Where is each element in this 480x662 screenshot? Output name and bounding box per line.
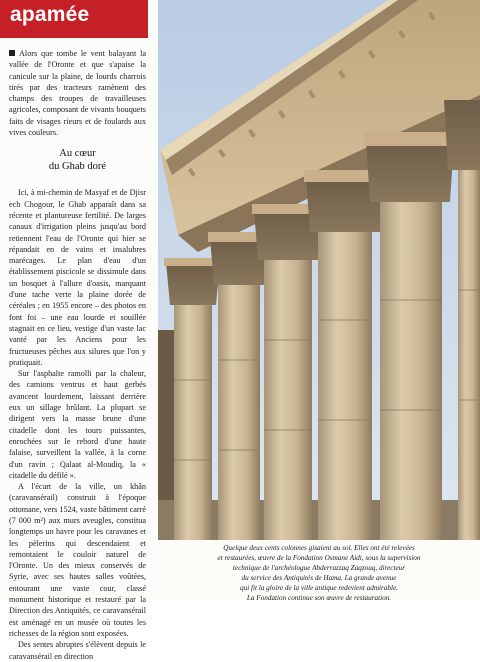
photo-caption — [158, 540, 480, 600]
caption-line-6: La Fondation continue son œuvre de restauration. — [246, 594, 392, 602]
section-title: apamée — [10, 3, 90, 26]
colonnade-illustration — [158, 0, 480, 540]
section-rubric — [0, 0, 148, 38]
square-bullet-icon — [9, 50, 15, 56]
paragraph-lead — [9, 48, 146, 138]
paragraph-4: A l'écart de la ville, un khân (caravansérail) construit à l'époque ottomane, vers 1524, vaste bâtiment carré (7 000 m²) aux murs aveugles, constitua longtemps un havre pour les caravanes et les pèlerins qui descendaient et remontaient le couloir naturel de l'Oronte. Un des mieux conservés de Syrie, avec ses hautes salles voûtées, entourant une vaste cour, classé monument historique et restauré par la Direction des Antiquités, ce caravansérail est aménagé en un musée où toutes les richesses de la région sont exposées. — [9, 482, 146, 638]
colonnade-photo — [158, 0, 480, 540]
paragraph-2: Ici, à mi-chemin de Masyaf et de Djisr ech Chogour, le Ghab apparaît dans sa récente et plantureuse fertilité. De larges canaux d'irrigation pleins jusqu'au bord retiennent l'eau de l'Oronte qui hier se répandait en de vains et insalubres marécages. Le plan d'eau d'un établissement piscicole se dissimule dans un bosquet à l'allure d'oasis, marquant d'une tache verte la plaine dorée de céréales ; en 1955 encore – des photos en font foi – une eau lourde et souillée stagnait en ce lieu, vestige d'un vaste lac vanté par les Anciens pour les fructueuses pêches aux silures que l'on y pratiquait. — [9, 188, 146, 367]
paragraph-5: Des sentes abruptes s'élèvent depuis le caravansérail en direction — [9, 640, 146, 661]
caption-line-5: qui fit la gloire de la ville antique redevient admirable. — [240, 584, 398, 592]
caption-line-1: Quelque deux cents colonnes gisaient au sol. Elles ont été relevées — [223, 544, 415, 552]
subheading-line-1: Au cœur — [59, 148, 96, 160]
paragraph-lead-text: Alors que tombe le vent balayant la vallée de l'Oronte et que s'apaise la canicule sur la plaine, de lourds charrois tirés par des tracteurs ramènent des champs des troupes de travailleuses agricoles, composant de vivants bouquets faits de visages rieurs et de foulards aux vives couleurs. — [9, 49, 146, 138]
article-body — [9, 48, 146, 662]
caption-line-4: du service des Antiquités de Hama. La grande avenue — [241, 574, 397, 582]
article-column — [0, 0, 158, 661]
subheading — [9, 148, 146, 173]
caption-line-3: technique de l'archéologue Abderrazzaq Zaqzouq, directeur — [232, 564, 406, 572]
paragraph-3: Sur l'asphalte ramolli par la chaleur, des camions ventrus et haut gerbés avancent lourdement, laissant derrière eux un sillage brûlant. La plupart se dirigent vers la masse brune d'une citadelle dont les tours puissantes, enrochées sur le rebord d'une haute falaise, surveillent la vallée, à la corne d'un ravin ; Qalaat al-Moudiq, la « citadelle du défilé ». — [9, 369, 146, 480]
caption-line-2: et restaurées, œuvre de la Fondation Osmane Aidi, sous la supervision — [217, 554, 421, 562]
subheading-line-2: du Ghab doré — [48, 160, 107, 172]
